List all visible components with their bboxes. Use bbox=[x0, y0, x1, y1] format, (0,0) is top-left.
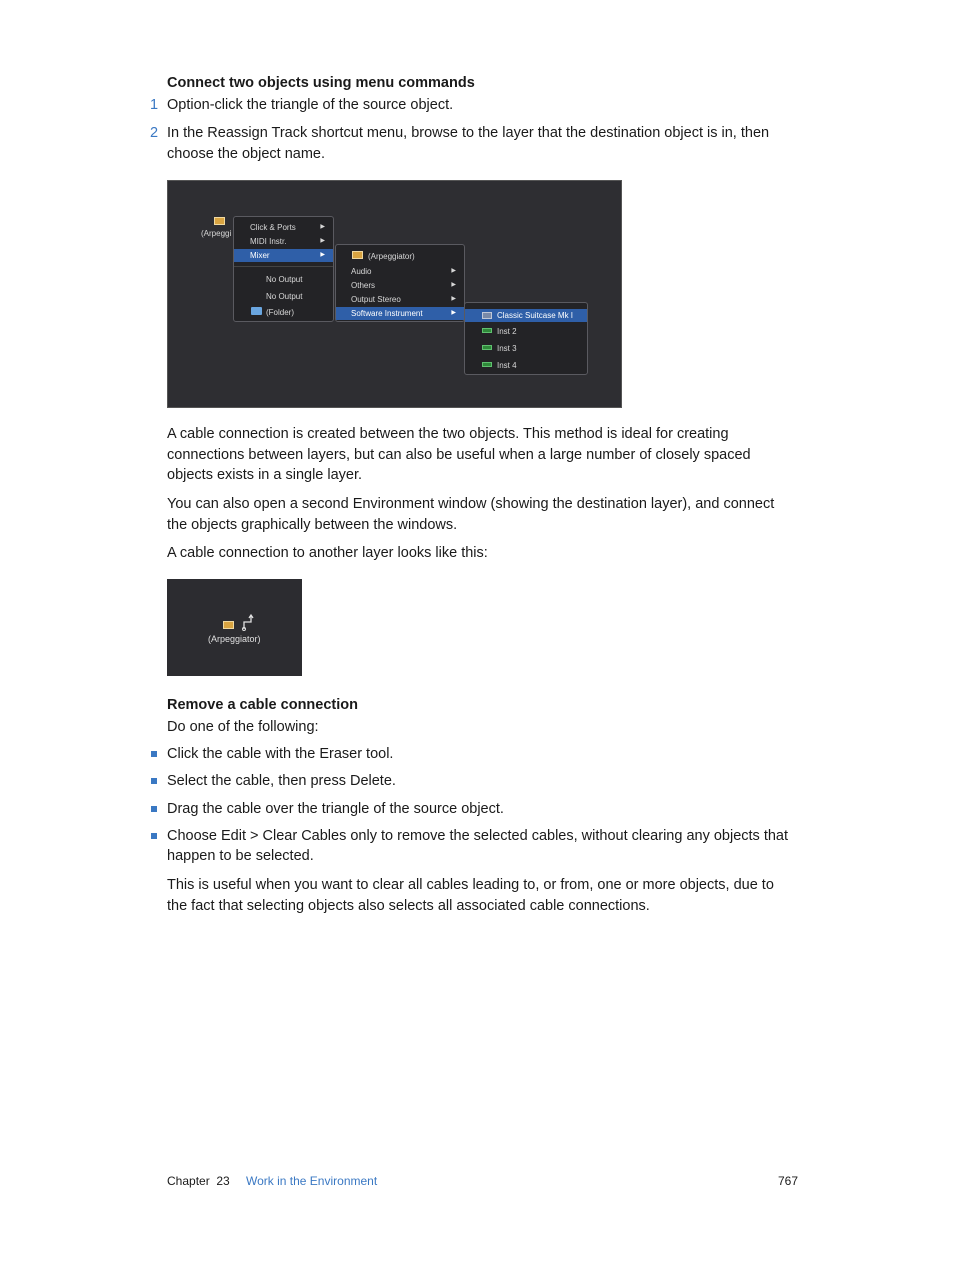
note-line: the fact that selecting objects also selects all associated cable connections. bbox=[167, 898, 650, 914]
submenu-arrow-icon: ▶ bbox=[451, 268, 456, 274]
arpeggiator-object-icon bbox=[223, 621, 234, 629]
submenu-arrow-icon: ▶ bbox=[451, 310, 456, 316]
menu-item-inst-2[interactable]: Inst 2 bbox=[465, 325, 587, 338]
instrument-icon bbox=[482, 362, 492, 367]
menu-item-software-instrument[interactable]: Software Instrument ▶ bbox=[336, 307, 464, 320]
menu-item-click-ports[interactable]: Click & Ports ▶ bbox=[250, 223, 325, 232]
paragraph-line: connections between layers, but can also be useful when a large number of closely spaced bbox=[167, 447, 751, 463]
paragraph-line: objects exists in a single layer. bbox=[167, 467, 363, 483]
reassign-menu-figure bbox=[167, 180, 622, 408]
step-text: Option-click the triangle of the source object. bbox=[167, 97, 454, 113]
paragraph-line: the objects graphically between the windows. bbox=[167, 517, 458, 533]
note-line: This is useful when you want to clear all cables leading to, or from, one or more objects, due to bbox=[167, 877, 774, 893]
paragraph-line: You can also open a second Environment window (showing the destination layer), and connect bbox=[167, 496, 775, 512]
reassign-track-menu bbox=[233, 216, 334, 322]
bullet-icon bbox=[151, 806, 157, 812]
bullet-icon bbox=[151, 833, 157, 839]
submenu-arrow-icon: ▶ bbox=[320, 252, 325, 258]
object-label: (Arpeggiator) bbox=[208, 634, 261, 644]
section-intro: Do one of the following: bbox=[167, 719, 319, 735]
menu-item-output-stereo[interactable]: Output Stereo ▶ bbox=[351, 295, 456, 304]
mixer-submenu bbox=[335, 244, 465, 322]
step-number: 2 bbox=[150, 125, 159, 141]
section-heading-remove: Remove a cable connection bbox=[167, 697, 358, 713]
step-number: 1 bbox=[150, 97, 159, 113]
instrument-icon bbox=[482, 345, 492, 350]
bullet-text: Choose Edit > Clear Cables only to remove the selected cables, without clearing any objects that bbox=[167, 828, 789, 844]
menu-item-inst-3[interactable]: Inst 3 bbox=[465, 342, 587, 355]
step-text-continued: choose the object name. bbox=[167, 146, 325, 162]
menu-item-inst-4[interactable]: Inst 4 bbox=[465, 359, 587, 372]
cable-connection-figure bbox=[167, 579, 302, 676]
paragraph-line: A cable connection to another layer looks like this: bbox=[167, 545, 488, 561]
bullet-text-continued: happen to be selected. bbox=[167, 848, 314, 864]
bullet-icon bbox=[151, 778, 157, 784]
menu-item-audio[interactable]: Audio ▶ bbox=[351, 267, 456, 276]
menu-divider bbox=[234, 266, 333, 267]
bullet-text: Click the cable with the Eraser tool. bbox=[167, 746, 394, 762]
bullet-text: Select the cable, then press Delete. bbox=[167, 773, 396, 789]
menu-item-arpeggiator[interactable]: (Arpeggiator) bbox=[336, 250, 464, 263]
menu-item-midi-instr[interactable]: MIDI Instr. ▶ bbox=[250, 237, 325, 246]
software-instrument-submenu bbox=[464, 302, 588, 375]
step-text: In the Reassign Track shortcut menu, browse to the layer that the destination object is in, then bbox=[167, 125, 770, 141]
object-label: (Arpeggi bbox=[201, 229, 232, 238]
bullet-text: Drag the cable over the triangle of the source object. bbox=[167, 801, 504, 817]
cable-to-layer-icon bbox=[241, 613, 255, 631]
bullet-icon bbox=[151, 751, 157, 757]
folder-icon bbox=[251, 307, 262, 315]
menu-item-no-output[interactable]: No Output bbox=[266, 275, 303, 284]
menu-item-mixer[interactable]: Mixer ▶ bbox=[234, 249, 333, 262]
submenu-arrow-icon: ▶ bbox=[451, 282, 456, 288]
footer-chapter: Chapter 23 bbox=[167, 1174, 230, 1188]
submenu-arrow-icon: ▶ bbox=[451, 296, 456, 302]
footer-chapter-link[interactable]: Work in the Environment bbox=[246, 1174, 378, 1188]
menu-item-no-output[interactable]: No Output bbox=[266, 292, 303, 301]
menu-item-others[interactable]: Others ▶ bbox=[351, 281, 456, 290]
submenu-arrow-icon: ▶ bbox=[320, 224, 325, 230]
arpeggiator-icon bbox=[352, 251, 363, 259]
submenu-arrow-icon: ▶ bbox=[320, 238, 325, 244]
keyboard-icon bbox=[482, 312, 492, 319]
menu-item-classic-suitcase[interactable]: Classic Suitcase Mk I bbox=[465, 309, 587, 322]
arpeggiator-object-icon bbox=[214, 217, 225, 225]
section-heading-connect: Connect two objects using menu commands bbox=[167, 75, 475, 91]
instrument-icon bbox=[482, 328, 492, 333]
paragraph-line: A cable connection is created between the two objects. This method is ideal for creating bbox=[167, 426, 729, 442]
menu-item-folder[interactable]: (Folder) bbox=[234, 306, 333, 319]
page-number: 767 bbox=[778, 1174, 799, 1188]
